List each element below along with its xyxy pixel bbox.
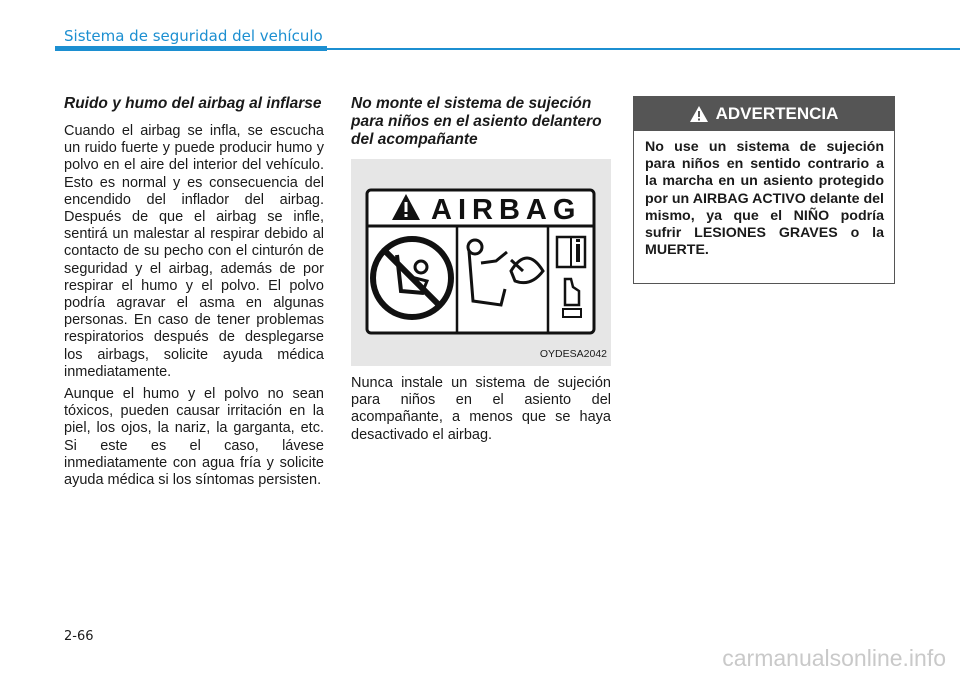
warning-box (633, 96, 895, 284)
left-column (64, 95, 324, 494)
page-number: 2-66 (64, 629, 94, 644)
airbag-warning-label-figure (351, 159, 611, 366)
warning-header (634, 97, 894, 131)
warning-triangle-icon (690, 106, 708, 122)
section-heading-child-seat: No monte el sistema de sujeción para niños en el asiento delantero del acompañante (351, 95, 602, 148)
warning-text: No use un sistema de sujeción para niños en sentido contrario a la marcha en un asiento protegido por un AIRBAG ACTIVO delante del mismo, ya que el NIÑO podría sufrir LESIONES GRAVES o la MUERTE. (645, 139, 884, 259)
figure-code: OYDESA2042 (539, 347, 607, 360)
middle-column (351, 95, 611, 449)
header-rule (327, 48, 960, 50)
paragraph: Nunca instale un sistema de sujeción para niños en el asiento del acompañante, a menos que se haya desactivado el airbag. (351, 375, 611, 443)
paragraph: Cuando el airbag se infla, se escucha un ruido fuerte y puede producir humo y polvo en el aire del interior del vehículo. Esto es normal y es consecuencia del encendido del inflador del airbag. Después de que el airbag se infle, sentirá un malestar al respirar debido al contacto de su pecho con el cinturón de seguridad y el airbag, además de por respirar el humo y el polvo. El polvo podría agravar el asma en algunas personas. En caso de tener problemas respiratorios después de desplegarse los airbags, solicite ayuda médica inmediatamente. (64, 123, 324, 380)
airbag-label-text: AIRBAG (431, 194, 582, 226)
watermark: carmanualsonline.info (722, 645, 946, 671)
header-accent-bar (55, 46, 327, 51)
paragraph: Aunque el humo y el polvo no sean tóxicos, pueden causar irritación en la piel, los ojos, la nariz, la garganta, etc. Si este es el caso, lávese inmediatamente con agua fría y solicite ayuda médica si los síntomas persisten. (64, 386, 324, 489)
section-heading-airbag-noise: Ruido y humo del airbag al inflarse (64, 95, 322, 112)
warning-title: ADVERTENCIA (715, 104, 839, 123)
airbag-label-illustration (351, 159, 611, 366)
section-title: Sistema de seguridad del vehículo (64, 27, 323, 45)
